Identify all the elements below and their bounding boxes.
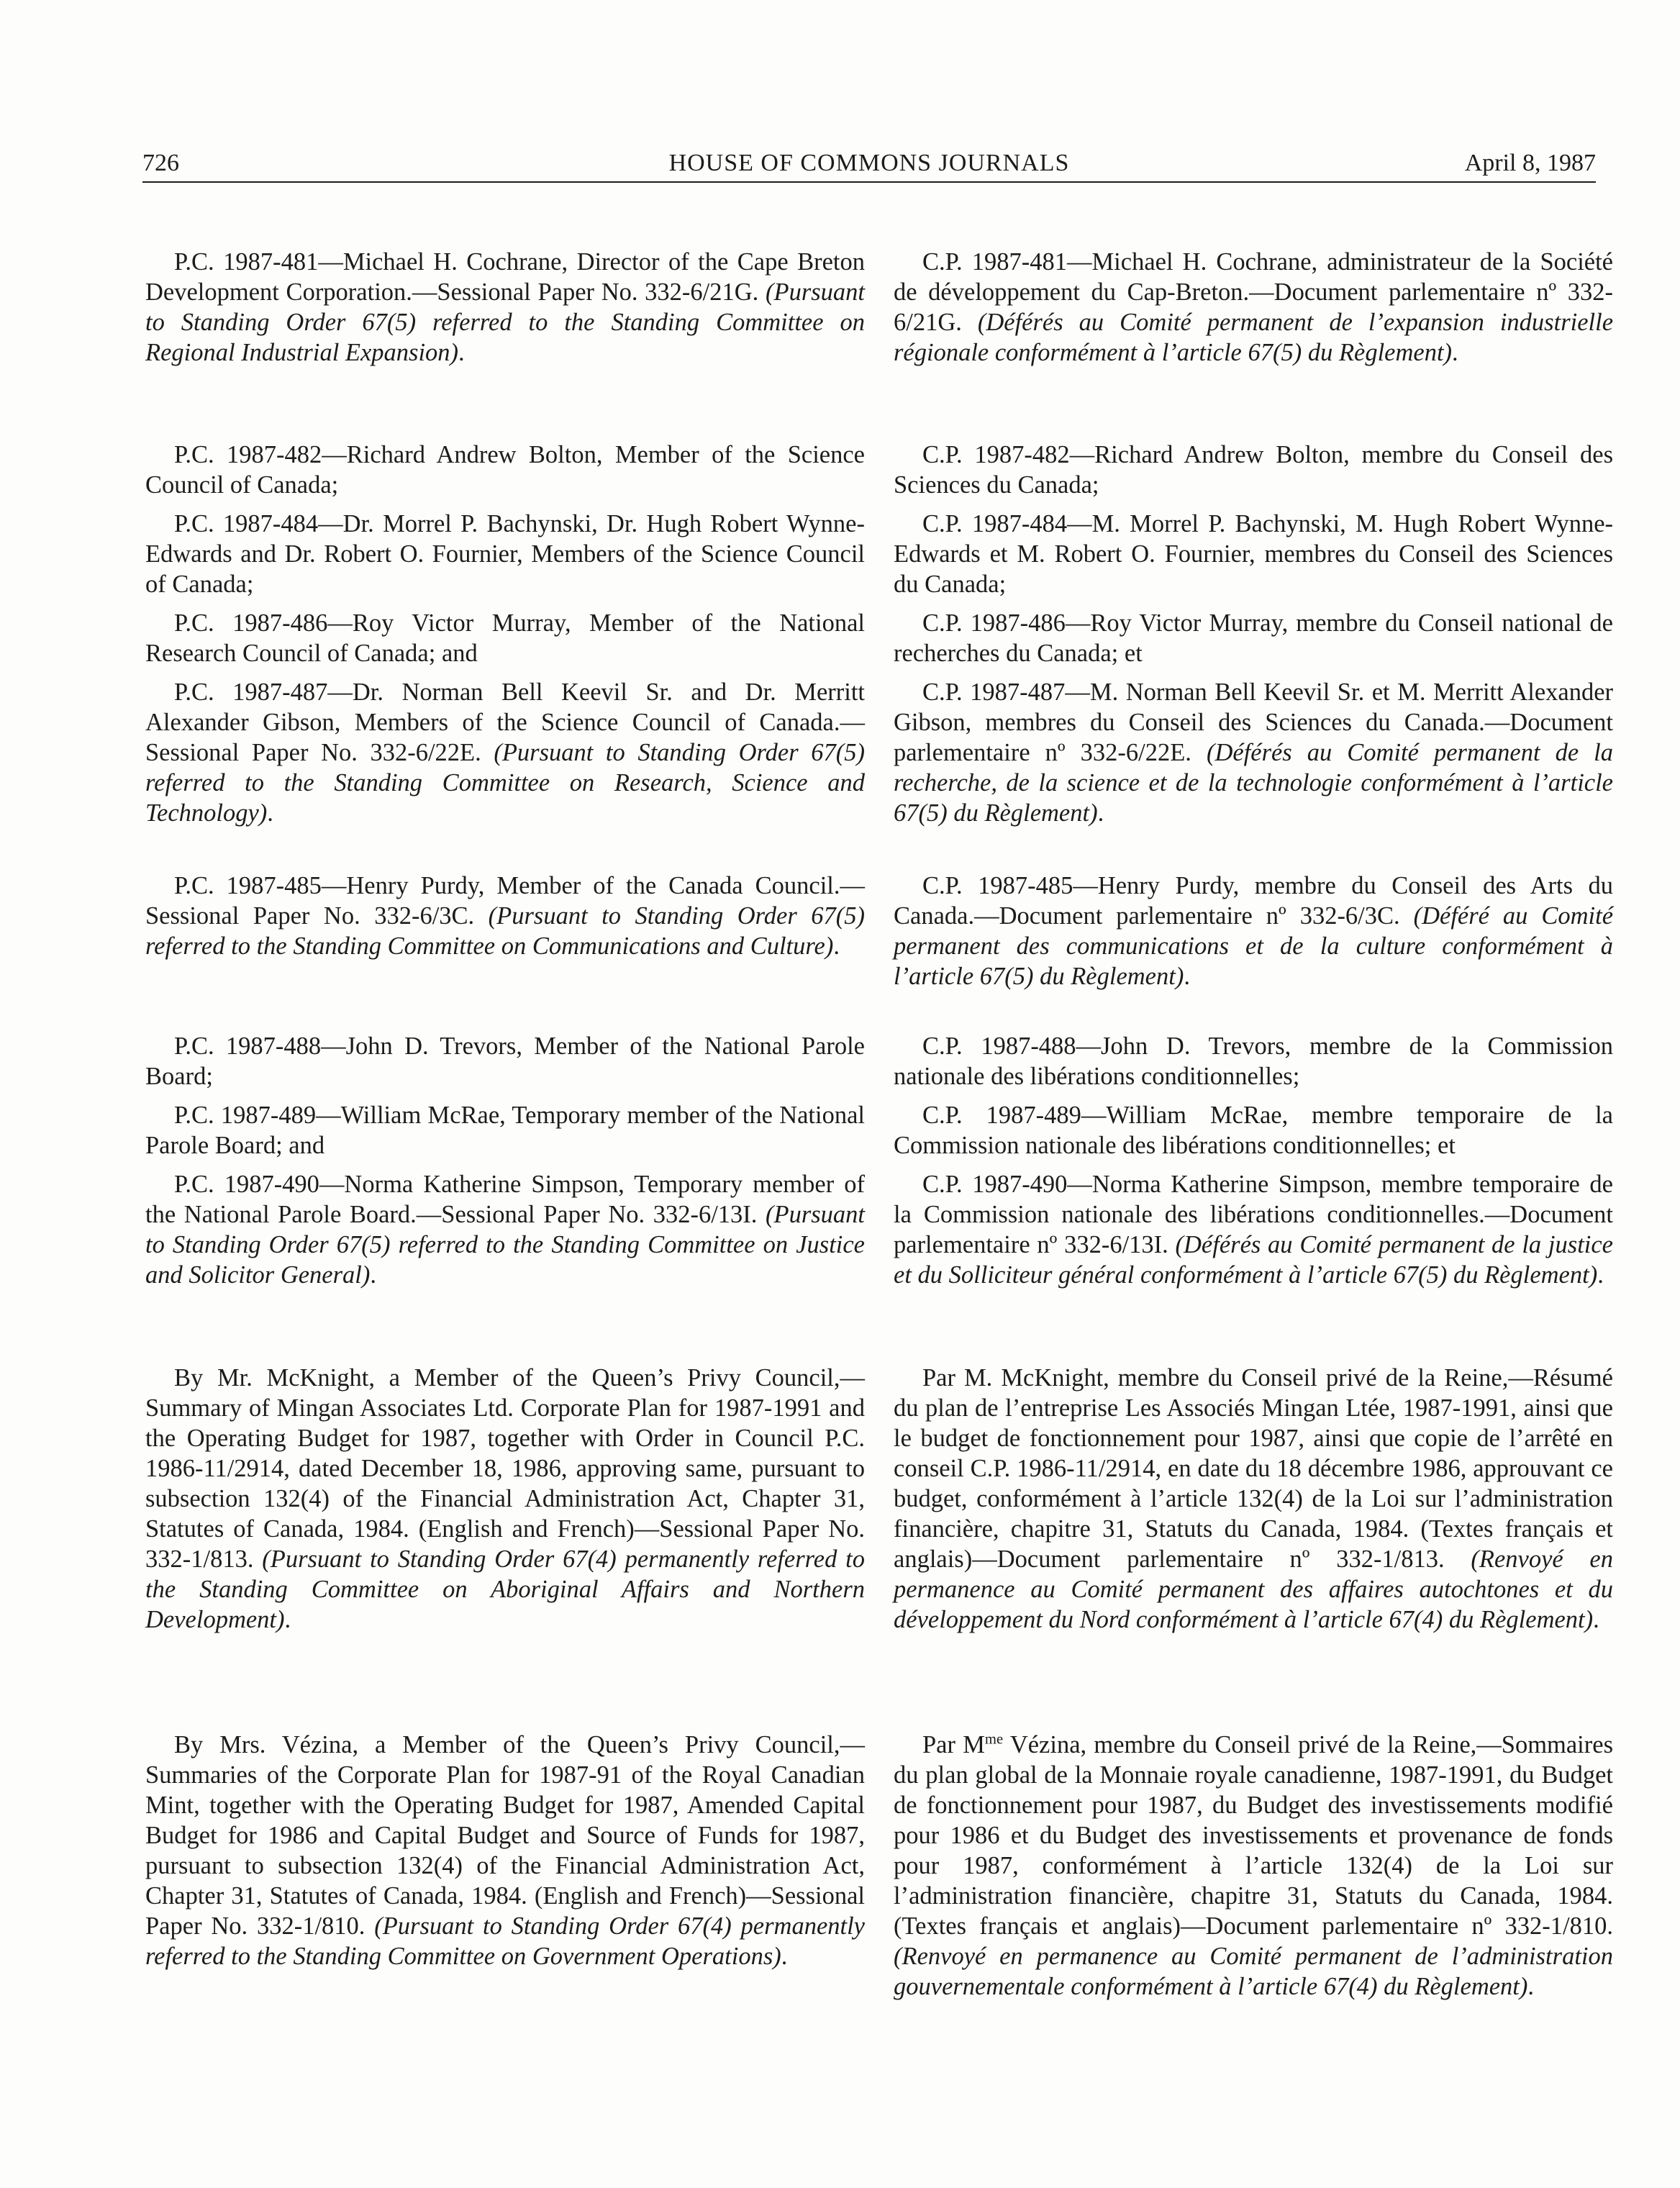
fr-entry-mcknight: Par M. McKnight, membre du Conseil privé de la Reine,—Résumé du plan de l’entreprise Les Associés Mingan Ltée, 1987-1991, ainsi que le budget de fonctionnement pour 1987, ainsi que copie de l’arrêté en conseil C.P. 1986-11/2914, en date du 18 décembre 1986, approuvant ce budget, conformément à l’article 132(4) de la Loi sur l’administration financière, chapitre 31, Statuts du Canada, 1984. (Textes français et anglais)—Document parlementaire nº 332-1/813. (Renvoyé en permanence au Comité permanent des affaires autochtones et du développement du Nord conformément à l’article 67(4) du Règlement). [894, 1364, 1613, 1633]
fr-entry-cp-1987-489: C.P. 1987-489—William McRae, membre temporaire de la Commission nationale des libérations conditionnelles; et [894, 1102, 1613, 1159]
en-entry-pc-1987-485: P.C. 1987-485—Henry Purdy, Member of the Canada Council.—Sessional Paper No. 332-6/3C. (Pursuant to Standing Order 67(5) referred to the Standing Committee on Communications and Culture). [145, 872, 865, 960]
referral-note: (Déférés au Comité permanent de la justice et du Solliciteur général conformément à l’article 67(5) du Règlement) [894, 1231, 1613, 1289]
en-entry-vezina: By Mrs. Vézina, a Member of the Queen’s Privy Council,—Summaries of the Corporate Plan for 1987-91 of the Royal Canadian Mint, together with the Operating Budget for 1987, Amended Capital Budget for 1986 and Capital Budget and Source of Funds for 1987, pursuant to subsection 132(4) of the Financial Administration Act, Chapter 31, Statutes of Canada, 1984. (English and French)—Sessional Paper No. 332-1/810. (Pursuant to Standing Order 67(4) permanently referred to the Standing Committee on Government Operations). [145, 1731, 865, 1970]
referral-note: (Pursuant to Standing Order 67(5) referred to the Standing Committee on Research, Science and Technology) [145, 739, 865, 827]
fr-entry-cp-1987-490: C.P. 1987-490—Norma Katherine Simpson, membre temporaire de la Commission nationale des libérations conditionnelles.—Document parlementaire nº 332-6/13I. (Déférés au Comité permanent de la justice et du Solliciteur général conformément à l’article 67(5) du Règlement). [894, 1171, 1613, 1289]
fr-entry-cp-1987-484: C.P. 1987-484—M. Morrel P. Bachynski, M. Hugh Robert Wynne-Edwards et M. Robert O. Fournier, membres du Conseil des Sciences du Canada; [894, 510, 1613, 598]
en-entry-pc-1987-486: P.C. 1987-486—Roy Victor Murray, Member of the National Research Council of Canada; and [145, 609, 865, 667]
en-entry-pc-1987-481: P.C. 1987-481—Michael H. Cochrane, Director of the Cape Breton Development Corporation.—Sessional Paper No. 332-6/21G. (Pursuant to Standing Order 67(5) referred to the Standing Committee on Regional Industrial Expansion). [145, 248, 865, 366]
referral-note: (Déférés au Comité permanent de la recherche, de la science et de la technologie conformément à l’article 67(5) du Règlement) [894, 739, 1613, 827]
page-number: 726 [142, 150, 179, 176]
en-entry-pc-1987-488: P.C. 1987-488—John D. Trevors, Member of the National Parole Board; [145, 1032, 865, 1090]
referral-note: (Pursuant to Standing Order 67(4) permanently referred to the Standing Committee on Aboriginal Affairs and Northern Development) [145, 1545, 865, 1633]
referral-note: (Déféré au Comité permanent des communications et de la culture conformément à l’article 67(5) du Règlement) [894, 902, 1614, 990]
en-entry-pc-1987-490: P.C. 1987-490—Norma Katherine Simpson, Temporary member of the National Parole Board.—Sessional Paper No. 332-6/13I. (Pursuant to Standing Order 67(5) referred to the Standing Committee on Justice and Solicitor General). [145, 1171, 865, 1289]
en-entry-pc-1987-489: P.C. 1987-489—William McRae, Temporary member of the National Parole Board; and [145, 1102, 865, 1159]
fr-entry-cp-1987-482: C.P. 1987-482—Richard Andrew Bolton, membre du Conseil des Sciences du Canada; [894, 441, 1613, 499]
referral-note: (Renvoyé en permanence au Comité permanent des affaires autochtones et du développement du Nord conformément à l’article 67(4) du Règlement) [894, 1545, 1613, 1633]
page-header [142, 144, 1596, 183]
en-entry-pc-1987-482: P.C. 1987-482—Richard Andrew Bolton, Member of the Science Council of Canada; [145, 441, 865, 499]
referral-note: (Pursuant to Standing Order 67(5) referred to the Standing Committee on Communications and Culture) [145, 902, 865, 960]
fr-entry-cp-1987-488: C.P. 1987-488—John D. Trevors, membre de la Commission nationale des libérations conditionnelles; [894, 1032, 1613, 1090]
en-entry-pc-1987-484: P.C. 1987-484—Dr. Morrel P. Bachynski, Dr. Hugh Robert Wynne-Edwards and Dr. Robert O. Fournier, Members of the Science Council of Canada; [145, 510, 865, 598]
en-entry-pc-1987-487: P.C. 1987-487—Dr. Norman Bell Keevil Sr. and Dr. Merritt Alexander Gibson, Members of the Science Council of Canada.—Sessional Paper No. 332-6/22E. (Pursuant to Standing Order 67(5) referred to the Standing Committee on Research, Science and Technology). [145, 678, 865, 827]
fr-entry-cp-1987-486: C.P. 1987-486—Roy Victor Murray, membre du Conseil national de recherches du Canada; et [894, 609, 1613, 667]
referral-note: (Renvoyé en permanence au Comité permanent de l’administration gouvernementale conformément à l’article 67(4) du Règlement) [894, 1943, 1613, 2000]
journal-title: HOUSE OF COMMONS JOURNALS [668, 150, 1070, 176]
fr-entry-vezina: Par $M^{me}$ Vézina, membre du Conseil privé de la Reine,—Sommaires du plan global de la Monnaie royale canadienne, 1987-1991, du Budget de fonctionnement pour 1987, du Budget des investissements modifié pour 1986 et du Budget des investissements et provenance de fonds pour 1987, conformément à l’article 132(4) de la Loi sur l’administration financière, chapitre 31, Statuts du Canada, 1984. (Textes français et anglais)—Document parlementaire nº 332-1/810. (Renvoyé en permanence au Comité permanent de l’administration gouvernementale conformément à l’article 67(4) du Règlement). [894, 1731, 1613, 2000]
referral-note: (Pursuant to Standing Order 67(5) referred to the Standing Committee on Justice and Solicitor General) [145, 1201, 865, 1289]
fr-entry-cp-1987-487: C.P. 1987-487—M. Norman Bell Keevil Sr. et M. Merritt Alexander Gibson, membres du Conseil des Sciences du Canada.—Document parlementaire nº 332-6/22E. (Déférés au Comité permanent de la recherche, de la science et de la technologie conformément à l’article 67(5) du Règlement). [894, 678, 1613, 827]
en-entry-mcknight: By Mr. McKnight, a Member of the Queen’s Privy Council,—Summary of Mingan Associates Ltd. Corporate Plan for 1987-1991 and the Operating Budget for 1987, together with Order in Council P.C. 1986-11/2914, dated December 18, 1986, approving same, pursuant to subsection 132(4) of the Financial Administration Act, Chapter 31, Statutes of Canada, 1984. (English and French)—Sessional Paper No. 332-1/813. (Pursuant to Standing Order 67(4) permanently referred to the Standing Committee on Aboriginal Affairs and Northern Development). [145, 1364, 865, 1633]
referral-note: (Pursuant to Standing Order 67(4) permanently referred to the Standing Committee on Government Operations) [145, 1912, 865, 1970]
journal-date: April 8, 1987 [1464, 150, 1596, 176]
referral-note: (Déférés au Comité permanent de l’expansion industrielle régionale conformément à l’article 67(5) du Règlement) [894, 309, 1614, 366]
referral-note: (Pursuant to Standing Order 67(5) referred to the Standing Committee on Regional Industrial Expansion) [145, 278, 865, 366]
fr-entry-cp-1987-481: C.P. 1987-481—Michael H. Cochrane, administrateur de la Société de développement du Cap-Breton.—Document parlementaire nº 332-6/21G. (Déférés au Comité permanent de l’expansion industrielle régionale conformément à l’article 67(5) du Règlement). [894, 248, 1614, 366]
fr-entry-cp-1987-485: C.P. 1987-485—Henry Purdy, membre du Conseil des Arts du Canada.—Document parlementaire nº 332-6/3C. (Déféré au Comité permanent des communications et de la culture conformément à l’article 67(5) du Règlement). [894, 872, 1614, 990]
